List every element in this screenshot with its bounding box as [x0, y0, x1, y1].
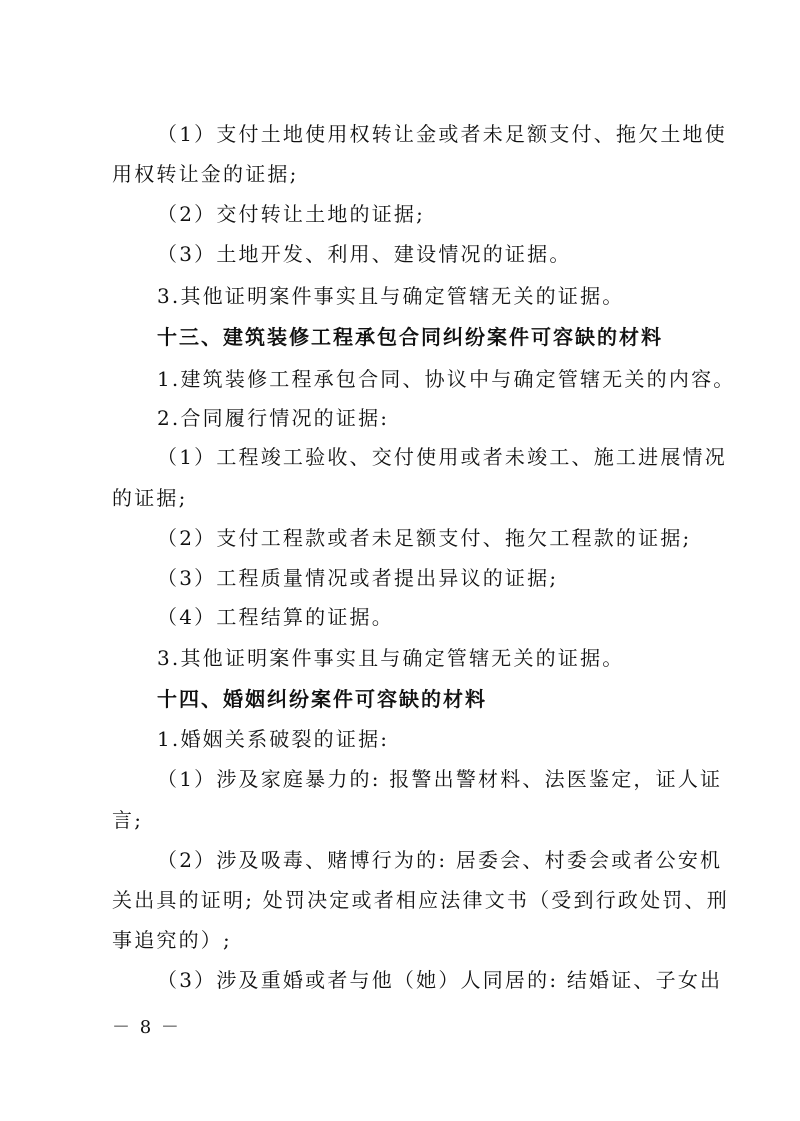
text-line: （1）支付土地使用权转让金或者未足额支付、拖欠土地使: [157, 122, 727, 146]
page-number: － 8 －: [112, 1017, 181, 1038]
section-heading: 十四、婚姻纠纷案件可容缺的材料: [157, 687, 487, 711]
text-line: 1.婚姻关系破裂的证据:: [157, 727, 390, 751]
text-line: （1）工程竣工验收、交付使用或者未竣工、施工进展情况: [157, 445, 727, 469]
text-line: （2）支付工程款或者未足额支付、拖欠工程款的证据;: [157, 526, 692, 550]
text-line: （3）涉及重婚或者与他（她）人同居的: 结婚证、子女出: [157, 968, 723, 992]
text-line: （2）交付转让土地的证据;: [157, 202, 426, 226]
text-line: （1）涉及家庭暴力的: 报警出警材料、法医鉴定，证人证: [157, 767, 723, 791]
text-line: 1.建筑装修工程承包合同、协议中与确定管辖无关的内容。: [157, 367, 736, 391]
text-line: 用权转让金的证据;: [112, 162, 299, 186]
text-line: 3.其他证明案件事实且与确定管辖无关的证据。: [157, 284, 625, 308]
text-line: （3）工程质量情况或者提出异议的证据;: [157, 566, 559, 590]
text-line: 关出具的证明; 处罚决定或者相应法律文书（受到行政处罚、刑: [112, 888, 729, 912]
text-line: 言;: [112, 808, 144, 832]
section-heading: 十三、建筑装修工程承包合同纠纷案件可容缺的材料: [157, 325, 663, 349]
text-line: 3.其他证明案件事实且与确定管辖无关的证据。: [157, 646, 625, 670]
text-line: （3）土地开发、利用、建设情况的证据。: [157, 242, 572, 266]
text-line: 事追究的）;: [112, 928, 232, 952]
text-line: （4）工程结算的证据。: [157, 605, 394, 629]
text-line: 的证据;: [112, 486, 188, 510]
text-line: （2）涉及吸毒、赌博行为的: 居委会、村委会或者公安机: [157, 848, 723, 872]
text-line: 2.合同履行情况的证据:: [157, 406, 390, 430]
